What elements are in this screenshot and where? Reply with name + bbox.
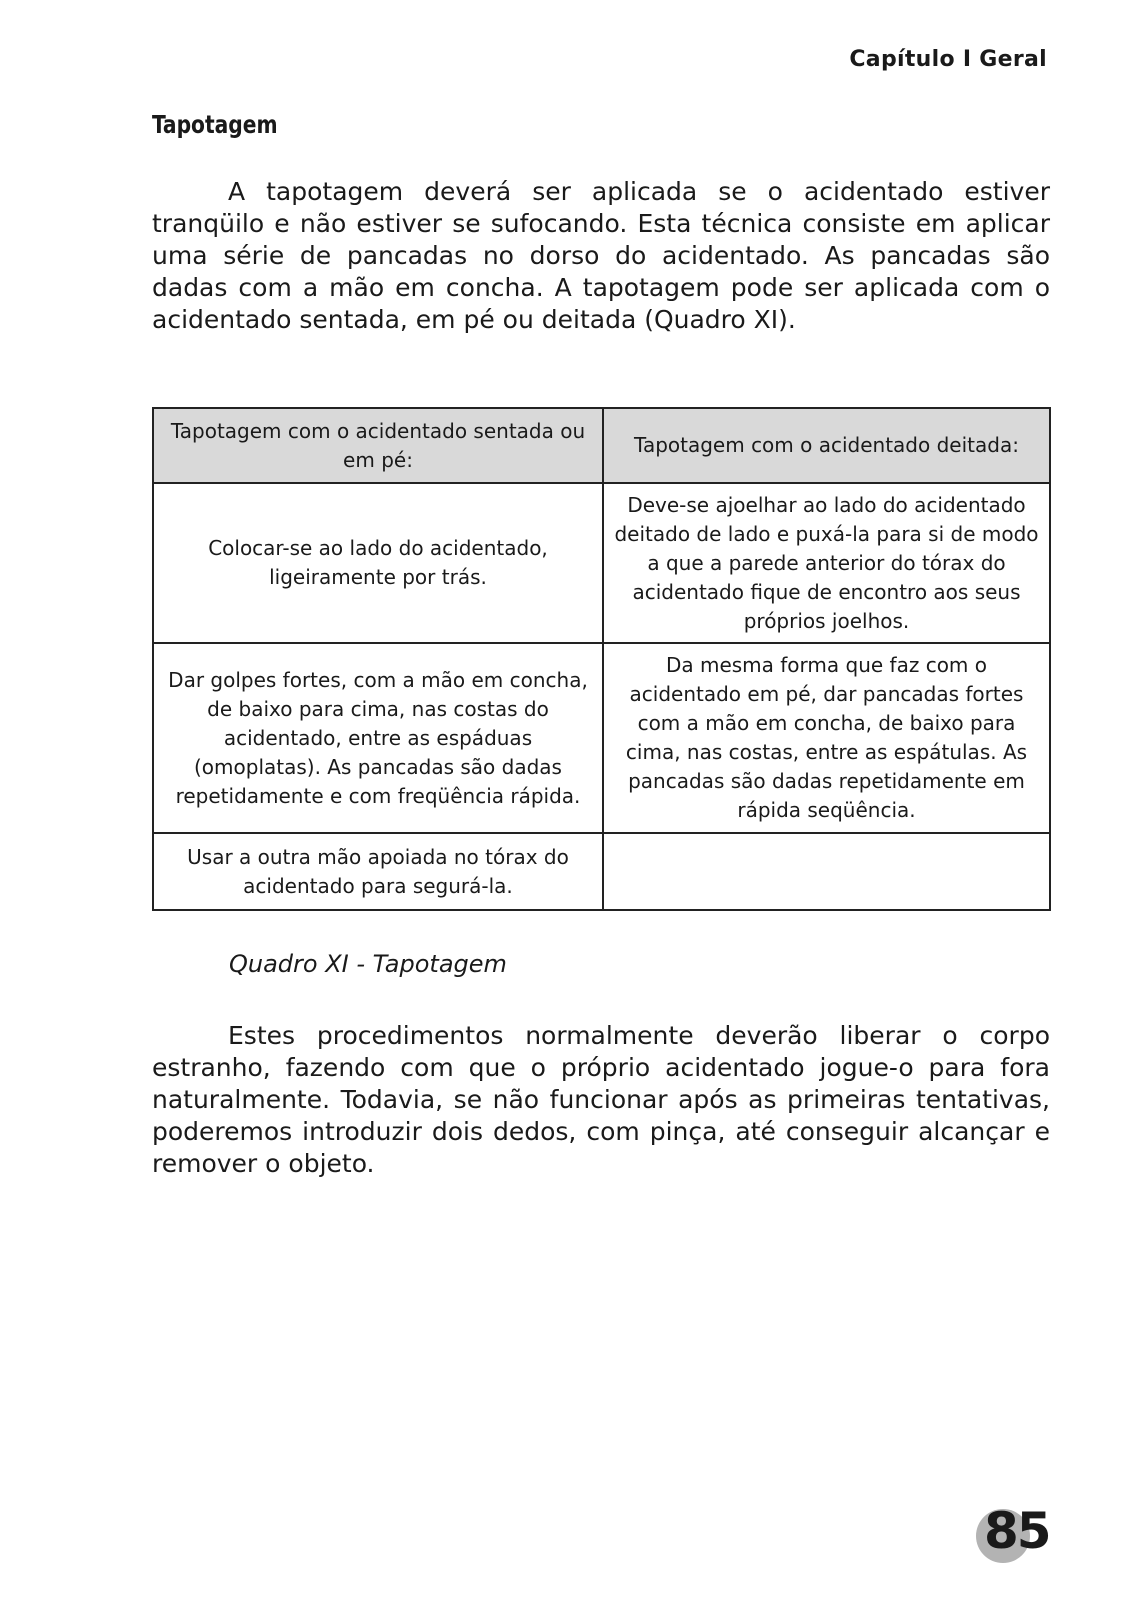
page-number-text: 85 — [984, 1502, 1050, 1560]
table-cell: Da mesma forma que faz com o acidentado em pé, dar pancadas fortes com a mão em concha, de baixo para cima, nas costas, entre as espátulas. As pancadas são dadas repetidamente em rápida seqüência. — [603, 643, 1050, 833]
table-caption: Quadro XI - Tapotagem — [229, 950, 507, 978]
intro-paragraph: A tapotagem deverá ser aplicada se o acidentado estiver tranqüilo e não estiver se sufocando. Esta técnica consiste em aplicar uma série de pancadas no dorso do acidentado. As pancadas são dadas com a mão em concha. A tapotagem pode ser aplicada com o acidentado sentada, em pé ou deitada (Quadro XI). — [152, 177, 1050, 334]
table-cell: Usar a outra mão apoiada no tórax do acidentado para segurá-la. — [153, 833, 603, 910]
table-cell: Deve-se ajoelhar ao lado do acidentado deitado de lado e puxá-la para si de modo a que a parede anterior do tórax do acidentado fique de encontro aos seus próprios joelhos. — [603, 483, 1050, 643]
table-header-row — [153, 408, 1050, 483]
page-number — [976, 1502, 1066, 1562]
table-header-cell: Tapotagem com o acidentado sentada ou em pé: — [153, 408, 603, 483]
chapter-header: Capítulo I Geral — [849, 47, 1047, 72]
table-cell: Dar golpes fortes, com a mão em concha, de baixo para cima, nas costas do acidentado, entre as espáduas (omoplatas). As pancadas são dadas repetidamente e com freqüência rápida. — [153, 643, 603, 833]
table-cell: Colocar-se ao lado do acidentado, ligeiramente por trás. — [153, 483, 603, 643]
table-header-cell: Tapotagem com o acidentado deitada: — [603, 408, 1050, 483]
table-row — [153, 833, 1050, 910]
closing-paragraph: Estes procedimentos normalmente deverão liberar o corpo estranho, fazendo com que o próprio acidentado jogue-o para fora naturalmente. Todavia, se não funcionar após as primeiras tentativas, poderemos introduzir dois dedos, com pinça, até conseguir alcançar e remover o objeto. — [152, 1021, 1050, 1178]
table-row — [153, 483, 1050, 643]
tapotagem-table — [152, 407, 1051, 911]
table-cell — [603, 833, 1050, 910]
table-row — [153, 643, 1050, 833]
section-title: Tapotagem — [152, 110, 278, 139]
